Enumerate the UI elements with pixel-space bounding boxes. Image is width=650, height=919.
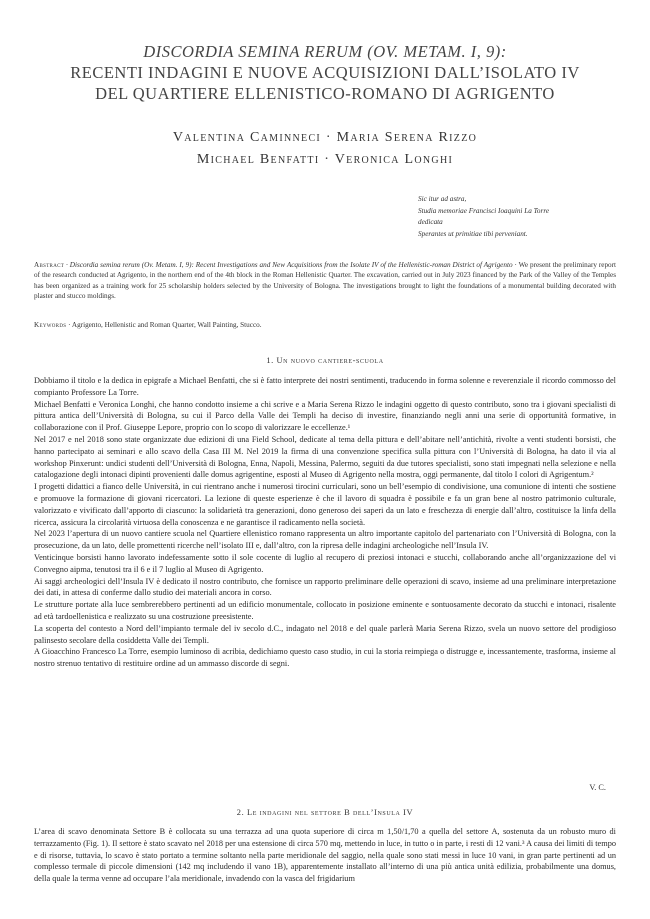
title-line-2: RECENTI INDAGINI E NUOVE ACQUISIZIONI DALL’ISOLATO IV: [70, 63, 580, 82]
paragraph: Nel 2023 l’apertura di un nuovo cantiere scuola nel Quartiere ellenistico romano rappresenta un altro importante capitolo del partenariato con l’Università di Bologna, con la prosecuzione, da un lato, delle promettenti ricerche nell’isolato III e, dall’altro, con la ripresa delle indagini archeologiche nell’Insula IV.: [34, 529, 616, 551]
keywords-label: Keywords: [34, 321, 67, 329]
paragraph: La scoperta del contesto a Nord dell’impianto termale del iv secolo d.C., indagato nel 2018 e del quale parlerà Maria Serena Rizzo, svela un nuovo settore del prodigioso palinsesto secolare della cosiddetta Valle dei Templi.: [34, 623, 616, 645]
abstract-label: Abstract: [34, 261, 65, 269]
epigraph: [418, 194, 549, 240]
keywords: [34, 320, 616, 330]
abstract-title: · Discordia semina rerum (Ov. Metam. I, 9): Recent Investigations and New Acquisitions from the Isolate IV of the Hellenistic-roman District of Agrigento: [66, 261, 513, 269]
title-line-1: DISCORDIA SEMINA RERUM (OV. METAM. I, 9):: [143, 42, 507, 61]
section-2-heading: 2. Le indagini nel settore B dell’Insula IV: [236, 808, 414, 817]
epigraph-line: Sic itur ad astra,: [418, 195, 467, 203]
section-1-signature: V. C.: [589, 783, 606, 792]
paragraph: Nel 2017 e nel 2018 sono state organizzate due edizioni di una Field School, dedicate al tema della pittura e dell’abitare nell’antichità, rivolte a venti studenti borsisti, che hanno partecipato ai seminari e allo scavo della Casa III M. Nel 2019 la firma di una convenzione specifica sulla pittura con l’Università di Bologna, ha dato il via al workshop Pinxerunt: undici studenti dell’Università di Bologna, Enna, Napoli, Messina, Palermo, seguiti da due tutores specialisti, sono stati impegnati nella selezione e nella catalogazione degli intonaci dipinti provenienti dalle domus agrigentine, esposti al Museo di Agrigento nella mostra, oggi permanente, dal titolo I colori di Agrigentum.²: [34, 434, 616, 480]
paragraph: Dobbiamo il titolo e la dedica in epigrafe a Michael Benfatti, che si è fatto interprete dei nostri sentimenti, traducendo in forma solenne e reverenziale il ricordo commosso del compianto Professore La Torre.: [34, 376, 616, 397]
paragraph: A Gioacchino Francesco La Torre, esempio luminoso di acribia, dedichiamo questo caso studio, in cui la storia reimpiega o distrugge e, incessantemente, trasforma, insieme al nostro strenuo tentativo di restituire ordine ad un ammasso discorde di segni.: [34, 647, 616, 669]
section-2-body: [34, 826, 616, 885]
paragraph: Ai saggi archeologici dell’Insula IV è dedicato il nostro contributo, che fornisce un rapporto preliminare delle operazioni di scavo, insieme ad una preliminare interpretazione dei dati, in attesa di conferme dallo studio dei materiali ancora in corso.: [34, 576, 616, 598]
paper-title: [30, 41, 620, 104]
section-1-body: [34, 375, 616, 670]
abstract-text: · We present the preliminary report of the research conducted at Agrigento, in the northern end of the 4th block in the Roman Hellenistic Quarter. The excavation, carried out in July 2023 financed by the Park of the Valley of the Temples has been organized as a training work for 25 scholarship holders selected by the University of Bologna. The investigations brought to light the foundations of a monumental building decorated with plaster and stucco moldings.: [34, 261, 617, 301]
section-1-heading: 1. Un nuovo cantiere-scuola: [266, 356, 384, 365]
epigraph-line: dedicata: [418, 218, 443, 226]
title-line-3: DEL QUARTIERE ELLENISTICO-ROMANO DI AGRIGENTO: [95, 84, 555, 103]
authors-line-2: Michael Benfatti · Veronica Longhi: [196, 152, 454, 167]
keywords-text: · Agrigento, Hellenistic and Roman Quarter, Wall Painting, Stucco.: [68, 321, 262, 329]
authors: [30, 127, 620, 171]
paragraph: I progetti didattici a fianco delle Università, in cui rientrano anche i numerosi tirocini curriculari, sono un bell’esempio di condivisione, una comunione di intenti che sostiene e promuove la formazione di giovani ricercatori. La lezione di queste esperienze è che il lavoro di squadra è possibile e fa un gran bene al nostro patrimonio culturale, valorizzato e vivificato dall’apporto di ciascuno: la solidarietà tra generazioni, dono generoso dei saperi da un lato e freschezza di energie dall’altro, costituisce la linfa della ricerca, assicura la circolarità virtuosa della conoscenza e ne garantisce il radicamento nella società.: [34, 482, 616, 527]
paragraph: Le strutture portate alla luce sembrerebbero pertinenti ad un edificio monumentale, collocato in posizione eminente e sontuosamente decorato da stucchi e intonaci, risalente ad età tardoellenistica e realizzato su una costruzione preesistente.: [34, 600, 616, 621]
paragraph: Venticinque borsisti hanno lavorato indefessamente sotto il sole cocente di luglio al recupero di preziosi intonaci e stucchi, collaborando anche all’organizzazione del vi Convegno aipma, tenutosi tra il 6 e il 7 luglio al Museo di Agrigento.: [34, 552, 616, 574]
abstract: [34, 260, 616, 302]
epigraph-line: Studia memoriae Francisci Ioaquini La Torre: [418, 206, 550, 215]
paragraph: Michael Benfatti e Veronica Longhi, che hanno condotto insieme a chi scrive e a Maria Serena Rizzo le indagini oggetto di questo contributo, sono tra i giovani specialisti di pittura antica dell’Università di Bologna, su cui il Parco della Valle dei Templi ha deciso di investire, finanziando negli anni una serie di opportunità formative, in collaborazione con il Prof. Giuseppe Lepore, proprio con lo scopo di valorizzare le eccellenze.¹: [34, 399, 616, 433]
paragraph: L’area di scavo denominata Settore B è collocata su una terrazza ad una quota superiore di circa m 1,50/1,70 a quella del settore A, sostenuta da un robusto muro di terrazzamento (Fig. 1). Il settore è stato scavato nel 2018 per una estensione di circa 570 mq, mettendo in luce, in tutto o in parte, i resti di 12 vani.³ A causa dei limiti di tempo e di risorse, tuttavia, lo scavo è stato portato a termine soltanto nella parte meridionale del saggio, nella quale sono stati messi in luce 10 vani, in gran parte pertinenti ad un complesso termale di piccole dimensioni (142 mq includendo il vano 1B), apparentemente installato all’interno di una più antica unità edilizia, probabilmente una domus, della quale la terma venne ad occupare l’ala meridionale, invadendo con la vasca del frigidarium: [34, 827, 616, 884]
authors-line-1: Valentina Caminneci · Maria Serena Rizzo: [172, 130, 478, 145]
epigraph-line: Sperantes ut primitiae tibi perveniant.: [418, 229, 528, 238]
